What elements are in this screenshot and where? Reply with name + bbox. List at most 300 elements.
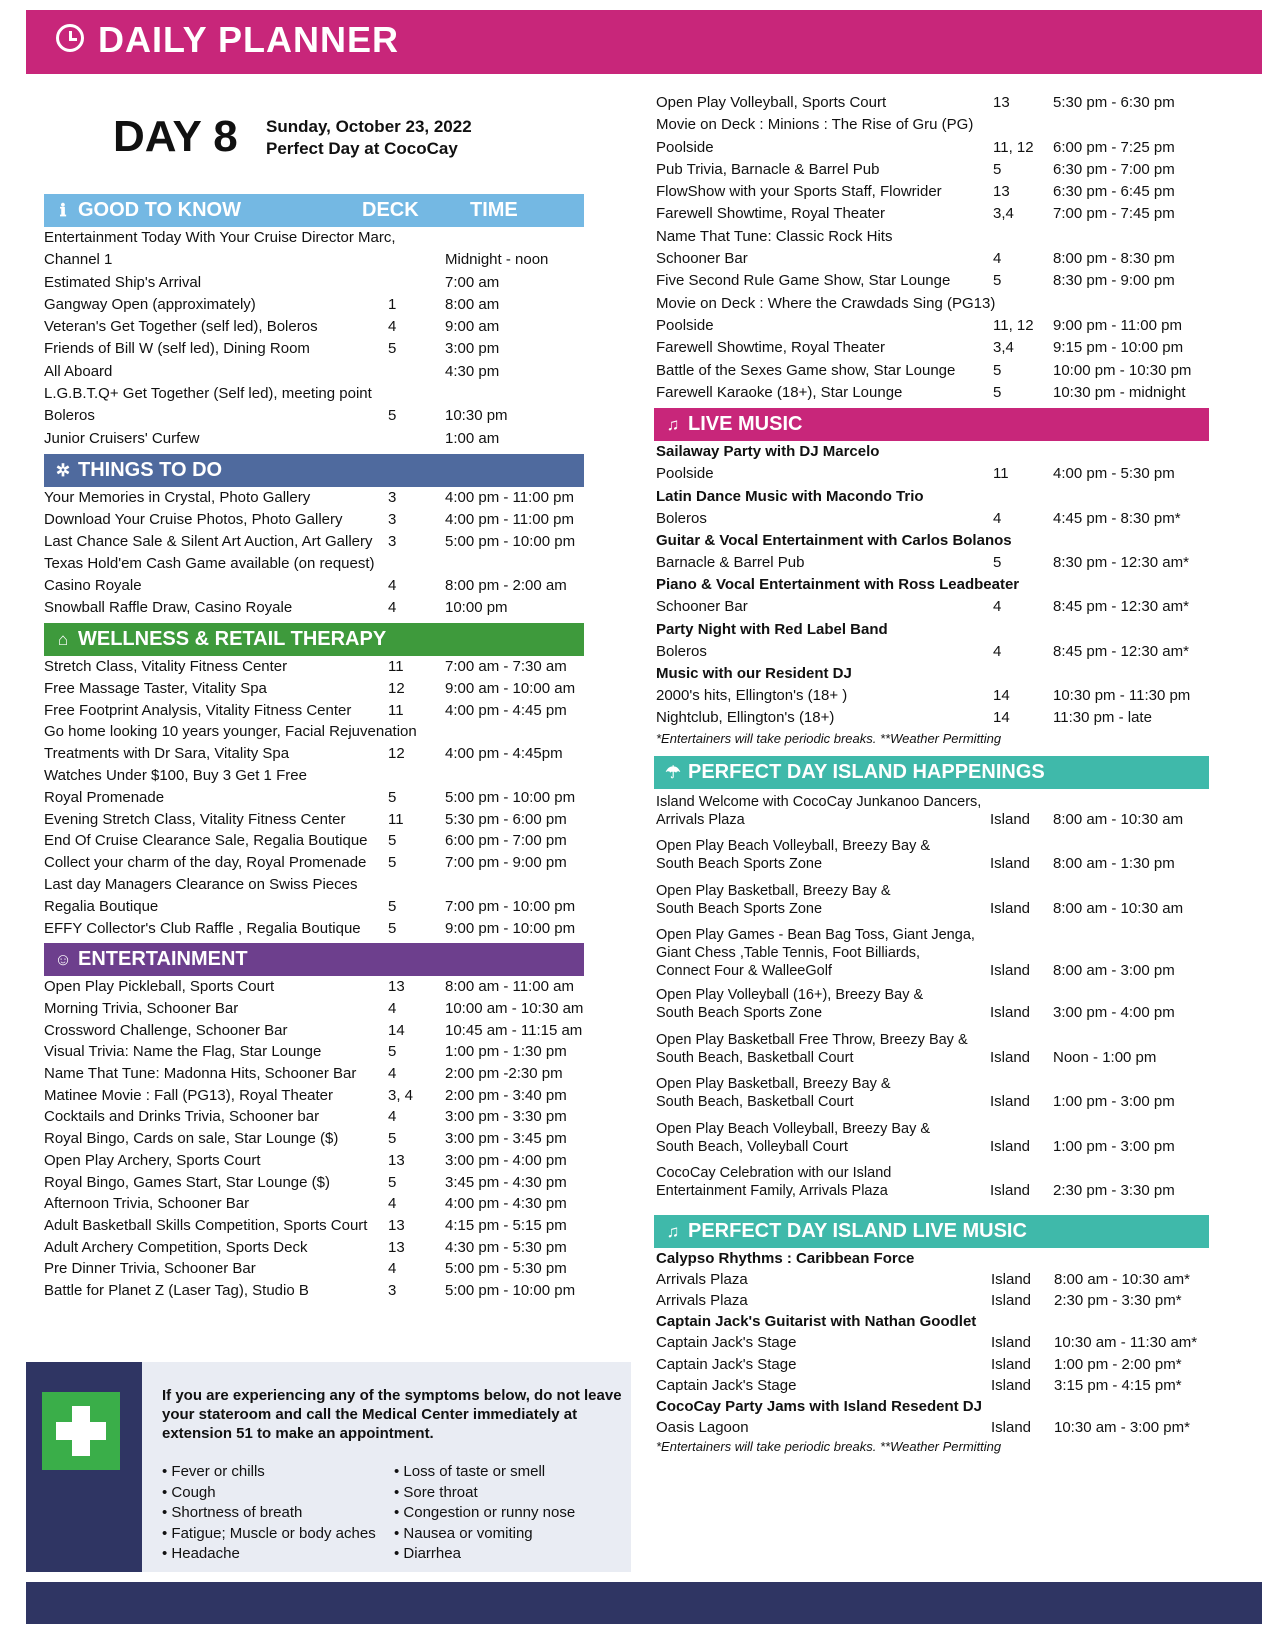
- deck-value: 11: [993, 465, 1009, 483]
- section-good-to-know: [44, 194, 584, 227]
- section-island-happenings: [654, 756, 1209, 789]
- section-title: ENTERTAINMENT: [78, 948, 248, 971]
- deck-value: Island: [990, 1093, 1031, 1111]
- event-name-line: Open Play Basketball, Breezy Bay &: [656, 882, 891, 899]
- event-name: All Aboard: [44, 362, 113, 380]
- wellness-list: [44, 656, 584, 939]
- event-name: Name That Tune: Classic Rock Hits: [656, 227, 893, 245]
- time-value: 6:00 pm - 7:25 pm: [1053, 138, 1175, 156]
- spa-icon: ⌂: [57, 629, 69, 649]
- mask-icon: ☺: [54, 950, 72, 970]
- island-music-list: [656, 1248, 1216, 1439]
- deck-value: 4: [993, 598, 1002, 616]
- time-value: 3:15 pm - 4:15 pm*: [1054, 1376, 1182, 1394]
- day-info: [266, 116, 472, 160]
- schedule-row: [656, 114, 1216, 136]
- time-value: 4:00 pm - 11:00 pm: [445, 488, 574, 506]
- schedule-row: [656, 463, 1216, 485]
- deck-value: 11: [388, 701, 404, 719]
- live-music-note: *Entertainers will take periodic breaks. **Weather Permitting: [656, 730, 1002, 746]
- time-value: 4:15 pm - 5:15 pm: [445, 1216, 567, 1234]
- schedule-row: [656, 315, 1216, 337]
- event-name-line: Open Play Games - Bean Bag Toss, Giant Jenga,: [656, 927, 975, 944]
- schedule-row: [44, 361, 584, 383]
- time-value: 5:30 pm - 6:30 pm: [1053, 94, 1175, 111]
- time-value: 7:00 pm - 9:00 pm: [445, 854, 567, 872]
- event-name-line: South Beach Sports Zone: [656, 900, 823, 917]
- schedule-row: [44, 531, 584, 553]
- island-event: [656, 926, 1216, 986]
- event-name: Morning Trivia, Schooner Bar: [44, 1000, 239, 1018]
- time-value: 8:00 pm - 2:00 am: [445, 576, 567, 594]
- island-event: [656, 1031, 1216, 1076]
- time-value: 3:00 pm - 3:45 pm: [445, 1130, 567, 1148]
- event-name: Schooner Bar: [656, 598, 748, 616]
- schedule-row: [44, 405, 584, 427]
- right-column: [656, 92, 1216, 1456]
- things-to-do-list: [44, 487, 584, 619]
- schedule-row: [44, 428, 584, 450]
- time-value: 8:45 pm - 12:30 am*: [1053, 598, 1189, 616]
- time-value: 4:00 pm - 4:45 pm: [445, 701, 567, 719]
- event-name: Piano & Vocal Entertainment with Ross Leadbeater: [656, 576, 1020, 594]
- event-name-line: CocoCay Celebration with our Island: [656, 1165, 892, 1182]
- time-value: 9:00 pm - 11:00 pm: [1053, 316, 1182, 334]
- time-value: 4:30 pm - 5:30 pm: [445, 1238, 567, 1256]
- schedule-row: [44, 575, 584, 597]
- event-name: Guitar & Vocal Entertainment with Carlos Bolanos: [656, 531, 1012, 549]
- deck-value: 5: [388, 1130, 397, 1148]
- deck-value: 4: [993, 509, 1002, 527]
- event-name: Boleros: [656, 642, 707, 660]
- schedule-row: [44, 1193, 584, 1215]
- event-name: Visual Trivia: Name the Flag, Star Lounge: [44, 1043, 322, 1061]
- deck-value: 11, 12: [993, 316, 1034, 334]
- deck-value: 4: [388, 1108, 397, 1126]
- deck-value: 5: [388, 897, 397, 915]
- event-name-line: Open Play Volleyball (16+), Breezy Bay &: [656, 987, 924, 1004]
- deck-value: 4: [388, 1260, 397, 1278]
- deck-value: Island: [990, 1182, 1031, 1200]
- event-name: Matinee Movie : Fall (PG13), Royal Theater: [44, 1086, 334, 1104]
- time-header: TIME: [470, 199, 518, 221]
- deck-value: 5: [388, 1173, 397, 1191]
- event-name: Friends of Bill W (self led), Dining Room: [44, 340, 310, 358]
- event-name: Stretch Class, Vitality Fitness Center: [44, 657, 288, 675]
- section-title: PERFECT DAY ISLAND HAPPENINGS: [688, 760, 1045, 783]
- time-value: 2:30 pm - 3:30 pm*: [1054, 1291, 1182, 1309]
- time-value: 10:30 am - 11:30 am*: [1054, 1334, 1198, 1352]
- event-name: Open Play Volleyball, Sports Court: [656, 94, 887, 111]
- schedule-row: [656, 293, 1216, 315]
- deck-value: 5: [388, 340, 397, 358]
- good-to-know-list: [44, 227, 584, 450]
- time-value: 5:00 pm - 10:00 pm: [445, 532, 576, 550]
- island-event: [656, 1120, 1216, 1165]
- schedule-row: [656, 1290, 1216, 1311]
- event-name: Battle for Planet Z (Laser Tag), Studio B: [44, 1281, 309, 1299]
- time-value: 8:00 am - 3:00 pm: [1053, 962, 1175, 980]
- section-title: LIVE MUSIC: [688, 413, 803, 436]
- event-name: Oasis Lagoon: [656, 1419, 749, 1437]
- schedule-row: [656, 159, 1216, 181]
- schedule-row: [656, 1269, 1216, 1290]
- schedule-row: [656, 530, 1216, 552]
- event-name: Treatments with Dr Sara, Vitality Spa: [44, 745, 290, 763]
- schedule-row: [656, 1417, 1216, 1438]
- event-name: Last day Managers Clearance on Swiss Pieces: [44, 875, 358, 893]
- schedule-row: [656, 382, 1216, 404]
- symptoms-right: [394, 1462, 575, 1565]
- event-name-line: Open Play Beach Volleyball, Breezy Bay &: [656, 838, 931, 855]
- event-name: EFFY Collector's Club Raffle , Regalia Boutique: [44, 919, 361, 937]
- time-value: 4:00 pm - 5:30 pm: [1053, 465, 1175, 483]
- event-name-line: South Beach, Basketball Court: [656, 1049, 854, 1066]
- event-name: Veteran's Get Together (self led), Boleros: [44, 318, 318, 336]
- event-name: Casino Royale: [44, 576, 142, 594]
- event-name: Captain Jack's Guitarist with Nathan Goodlet: [656, 1313, 977, 1331]
- time-value: 4:00 pm - 4:45pm: [445, 745, 563, 763]
- event-name: Farewell Showtime, Royal Theater: [656, 205, 885, 223]
- deck-value: 4: [388, 1065, 397, 1083]
- event-name: Open Play Archery, Sports Court: [44, 1151, 261, 1169]
- schedule-row: [44, 1020, 584, 1042]
- clock-icon: [56, 24, 84, 52]
- time-value: 7:00 pm - 10:00 pm: [445, 897, 576, 915]
- time-value: 2:00 pm - 3:40 pm: [445, 1086, 567, 1104]
- event-name: Junior Cruisers' Curfew: [44, 429, 200, 447]
- deck-value: Island: [991, 1376, 1032, 1394]
- schedule-row: [44, 1215, 584, 1237]
- deck-value: Island: [990, 855, 1031, 873]
- deck-value: Island: [990, 899, 1031, 917]
- info-icon: ℹ: [59, 201, 67, 220]
- event-name: Your Memories in Crystal, Photo Gallery: [44, 488, 311, 506]
- deck-value: Island: [991, 1419, 1032, 1437]
- event-name: Afternoon Trivia, Schooner Bar: [44, 1195, 250, 1213]
- time-value: 4:30 pm: [445, 362, 500, 380]
- deck-value: 5: [993, 554, 1002, 572]
- event-name: Royal Promenade: [44, 788, 165, 806]
- schedule-row: [44, 1258, 584, 1280]
- schedule-row: [44, 896, 584, 918]
- event-name: FlowShow with your Sports Staff, Flowrider: [656, 183, 942, 201]
- live-music-list: [656, 441, 1216, 729]
- time-value: 9:15 pm - 10:00 pm: [1053, 339, 1184, 357]
- person-icon: ✲: [55, 460, 71, 480]
- event-name-line: Giant Chess ,Table Tennis, Foot Billiards,: [656, 945, 921, 962]
- event-name: Crossword Challenge, Schooner Bar: [44, 1021, 288, 1039]
- event-name: Download Your Cruise Photos, Photo Gallery: [44, 510, 343, 528]
- umbrella-icon: ☂: [665, 762, 681, 782]
- schedule-row: [656, 707, 1216, 729]
- schedule-row: [44, 1041, 584, 1063]
- schedule-row: [44, 553, 584, 575]
- time-value: 10:30 am - 3:00 pm*: [1054, 1419, 1190, 1437]
- time-value: 6:30 pm - 6:45 pm: [1053, 183, 1175, 201]
- island-event: [656, 837, 1216, 882]
- schedule-row: [656, 203, 1216, 225]
- event-name: Farewell Showtime, Royal Theater: [656, 339, 885, 357]
- schedule-row: [44, 809, 584, 831]
- day-number: DAY 8: [113, 112, 238, 161]
- event-name: Adult Archery Competition, Sports Deck: [44, 1238, 308, 1256]
- section-title: PERFECT DAY ISLAND LIVE MUSIC: [688, 1219, 1027, 1242]
- event-name: Regalia Boutique: [44, 897, 159, 915]
- schedule-row: [656, 574, 1216, 596]
- day-location: Perfect Day at CocoCay: [266, 139, 458, 158]
- symptom-item: • Headache: [162, 1545, 240, 1562]
- event-name: Go home looking 10 years younger, Facial Rejuvenation: [44, 723, 417, 741]
- time-value: 8:00 am - 1:30 pm: [1053, 855, 1175, 873]
- deck-value: 1: [388, 295, 397, 313]
- time-value: 3:00 pm - 4:00 pm: [1053, 1004, 1175, 1022]
- time-value: 5:00 pm - 10:00 pm: [445, 788, 576, 806]
- deck-value: 13: [388, 1151, 405, 1169]
- section-title: WELLNESS & RETAIL THERAPY: [78, 627, 387, 650]
- schedule-row: [656, 226, 1216, 248]
- event-name: Snowball Raffle Draw, Casino Royale: [44, 598, 293, 616]
- deck-value: 5: [388, 1043, 397, 1061]
- schedule-row: [656, 1311, 1216, 1332]
- event-name: Captain Jack's Stage: [656, 1334, 797, 1352]
- entertainment-continued-list: [656, 92, 1216, 404]
- event-name-line: Island Welcome with CocoCay Junkanoo Dancers,: [656, 793, 982, 810]
- section-entertainment: [44, 943, 584, 976]
- deck-value: Island: [990, 810, 1031, 828]
- event-name: Arrivals Plaza: [656, 1270, 748, 1288]
- event-name: Evening Stretch Class, Vitality Fitness Center: [44, 810, 346, 828]
- time-value: 1:00 pm - 3:00 pm: [1053, 1137, 1175, 1155]
- island-event: [656, 1075, 1216, 1120]
- time-value: 1:00 pm - 1:30 pm: [445, 1043, 567, 1061]
- time-value: 8:00 am - 10:30 am: [1053, 810, 1184, 828]
- event-name-line: Open Play Basketball, Breezy Bay &: [656, 1076, 891, 1093]
- event-name: Watches Under $100, Buy 3 Get 1 Free: [44, 766, 307, 784]
- event-name: Name That Tune: Madonna Hits, Schooner Bar: [44, 1065, 357, 1083]
- time-value: 8:00 am: [445, 295, 500, 313]
- deck-value: 3,4: [993, 339, 1014, 357]
- schedule-row: [44, 294, 584, 316]
- schedule-row: [44, 998, 584, 1020]
- schedule-row: [656, 1332, 1216, 1353]
- deck-value: 5: [388, 407, 397, 425]
- island-event: [656, 986, 1216, 1031]
- deck-value: 4: [993, 250, 1002, 268]
- time-value: 1:00 pm - 3:00 pm: [1053, 1093, 1175, 1111]
- event-name: Channel 1: [44, 251, 113, 269]
- schedule-row: [44, 976, 584, 998]
- island-event: [656, 793, 1216, 838]
- deck-value: 5: [388, 832, 397, 850]
- event-name: Poolside: [656, 465, 714, 483]
- schedule-row: [44, 1063, 584, 1085]
- event-name: Boleros: [656, 509, 707, 527]
- time-value: 7:00 pm - 7:45 pm: [1053, 205, 1175, 223]
- schedule-row: [656, 360, 1216, 382]
- event-name: Texas Hold'em Cash Game available (on request): [44, 554, 375, 572]
- time-value: 10:30 pm - midnight: [1053, 383, 1186, 401]
- event-name: Movie on Deck : Where the Crawdads Sing (PG13): [656, 294, 996, 312]
- schedule-row: [44, 678, 584, 700]
- schedule-row: [44, 1128, 584, 1150]
- schedule-row: [656, 552, 1216, 574]
- entertainment-list: [44, 976, 584, 1301]
- schedule-row: [656, 181, 1216, 203]
- schedule-row: [656, 137, 1216, 159]
- deck-value: 3, 4: [388, 1086, 414, 1104]
- event-name: L.G.B.T.Q+ Get Together (Self led), meeting point: [44, 385, 372, 403]
- left-column: [44, 190, 584, 1302]
- schedule-row: [44, 700, 584, 722]
- time-value: Midnight - noon: [445, 251, 549, 269]
- section-wellness: [44, 623, 584, 656]
- section-live-music: [654, 408, 1209, 441]
- schedule-row: [656, 1375, 1216, 1396]
- time-value: 2:30 pm - 3:30 pm: [1053, 1182, 1175, 1200]
- schedule-row: [656, 441, 1216, 463]
- time-value: 8:45 pm - 12:30 am*: [1053, 642, 1189, 660]
- schedule-row: [656, 1354, 1216, 1375]
- schedule-row: [44, 249, 584, 271]
- event-name: Estimated Ship's Arrival: [44, 273, 202, 291]
- time-value: 1:00 am: [445, 429, 500, 447]
- time-value: 8:30 pm - 12:30 am*: [1053, 554, 1189, 572]
- time-value: 11:30 pm - late: [1053, 709, 1152, 727]
- schedule-row: [44, 721, 584, 743]
- event-name: Arrivals Plaza: [656, 1291, 748, 1309]
- music-note-icon: ♫: [666, 1221, 680, 1241]
- deck-value: 3: [388, 532, 397, 550]
- event-name-line: South Beach Sports Zone: [656, 1005, 823, 1022]
- schedule-row: [656, 1396, 1216, 1417]
- deck-value: 14: [388, 1021, 405, 1039]
- schedule-row: [44, 1237, 584, 1259]
- deck-value: 11: [388, 810, 404, 828]
- schedule-row: [44, 1280, 584, 1302]
- schedule-row: [44, 765, 584, 787]
- time-value: 6:30 pm - 7:00 pm: [1053, 160, 1175, 178]
- event-name: Latin Dance Music with Macondo Trio: [656, 487, 924, 505]
- deck-value: Island: [991, 1291, 1032, 1309]
- time-value: 1:00 pm - 2:00 pm*: [1054, 1355, 1182, 1373]
- event-name-line: Arrivals Plaza: [656, 811, 745, 828]
- event-name: Adult Basketball Skills Competition, Sports Court: [44, 1216, 368, 1234]
- event-name: Cocktails and Drinks Trivia, Schooner bar: [44, 1108, 320, 1126]
- deck-value: Island: [990, 1048, 1031, 1066]
- event-name-line: Open Play Basketball Free Throw, Breezy Bay &: [656, 1031, 968, 1048]
- section-island-music: [654, 1215, 1209, 1248]
- event-name-line: South Beach Sports Zone: [656, 856, 823, 873]
- symptom-item: • Sore throat: [394, 1483, 478, 1501]
- deck-value: 14: [993, 687, 1010, 705]
- island-happenings-list: [656, 793, 1216, 1209]
- event-name: Pub Trivia, Barnacle & Barrel Pub: [656, 160, 880, 178]
- event-name: Collect your charm of the day, Royal Promenade: [44, 854, 367, 872]
- event-name: Royal Bingo, Cards on sale, Star Lounge ($): [44, 1130, 339, 1148]
- island-music-note: *Entertainers will take periodic breaks. **Weather Permitting: [656, 1439, 1002, 1455]
- symptom-item: • Loss of taste or smell: [394, 1463, 546, 1480]
- deck-value: 5: [993, 361, 1002, 379]
- schedule-row: [44, 487, 584, 509]
- medical-notice: [26, 1362, 631, 1572]
- time-value: 5:30 pm - 6:00 pm: [445, 810, 567, 828]
- music-note-icon: ♫: [666, 415, 680, 435]
- deck-value: Island: [990, 1137, 1031, 1155]
- event-name: CocoCay Party Jams with Island Resedent DJ: [656, 1397, 982, 1415]
- event-name-line: South Beach, Basketball Court: [656, 1094, 854, 1111]
- schedule-row: [656, 619, 1216, 641]
- time-value: 4:45 pm - 8:30 pm*: [1053, 509, 1181, 527]
- day-date: Sunday, October 23, 2022: [266, 117, 472, 136]
- deck-value: 11: [388, 657, 404, 675]
- deck-value: 5: [388, 919, 397, 937]
- time-value: 8:00 am - 10:30 am: [1053, 899, 1184, 917]
- time-value: 7:00 am - 7:30 am: [445, 657, 567, 675]
- time-value: 8:00 am - 11:00 am: [445, 978, 574, 996]
- event-name: Calypso Rhythms : Caribbean Force: [656, 1249, 915, 1267]
- deck-value: 3: [388, 1281, 397, 1299]
- deck-value: 4: [993, 642, 1002, 660]
- event-name: Movie on Deck : Minions : The Rise of Gru (PG): [656, 116, 974, 134]
- event-name: Open Play Pickleball, Sports Court: [44, 978, 275, 996]
- schedule-row: [44, 918, 584, 940]
- section-title: THINGS TO DO: [78, 458, 223, 481]
- island-event: [656, 882, 1216, 927]
- event-name: Barnacle & Barrel Pub: [656, 554, 805, 572]
- event-name-line: Entertainment Family, Arrivals Plaza: [656, 1183, 888, 1200]
- schedule-row: [44, 1085, 584, 1107]
- event-name: Sailaway Party with DJ Marcelo: [656, 443, 880, 461]
- event-name: Party Night with Red Label Band: [656, 620, 888, 638]
- deck-value: 3: [388, 488, 397, 506]
- schedule-row: [44, 1150, 584, 1172]
- event-name: Last Chance Sale & Silent Art Auction, Art Gallery: [44, 532, 373, 550]
- schedule-row: [656, 337, 1216, 359]
- symptom-item: • Nausea or vomiting: [394, 1524, 533, 1542]
- event-name-line: Connect Four & WalleeGolf: [656, 963, 832, 980]
- event-name: Five Second Rule Game Show, Star Lounge: [656, 272, 951, 290]
- event-name: Captain Jack's Stage: [656, 1355, 797, 1373]
- event-name: Captain Jack's Stage: [656, 1376, 797, 1394]
- deck-value: 3,4: [993, 205, 1014, 223]
- time-value: 3:45 pm - 4:30 pm: [445, 1173, 567, 1191]
- schedule-row: [44, 272, 584, 294]
- symptom-item: • Congestion or runny nose: [394, 1504, 576, 1521]
- event-name: 2000's hits, Ellington's (18+ ): [656, 687, 848, 705]
- time-value: 8:30 pm - 9:00 pm: [1053, 272, 1175, 290]
- deck-value: 13: [388, 1216, 405, 1234]
- schedule-row: [656, 486, 1216, 508]
- time-value: 5:00 pm - 10:00 pm: [445, 1281, 576, 1299]
- deck-value: 13: [388, 1238, 405, 1256]
- deck-value: 12: [388, 745, 405, 763]
- schedule-row: [44, 743, 584, 765]
- event-name-line: South Beach, Volleyball Court: [656, 1138, 848, 1155]
- time-value: 9:00 am: [445, 318, 500, 336]
- event-name: Poolside: [656, 138, 714, 156]
- time-value: 10:30 pm - 11:30 pm: [1053, 687, 1191, 705]
- event-name: Music with our Resident DJ: [656, 665, 852, 683]
- event-name: Battle of the Sexes Game show, Star Lounge: [656, 361, 956, 379]
- time-value: 6:00 pm - 7:00 pm: [445, 832, 567, 850]
- deck-value: 5: [993, 383, 1002, 401]
- time-value: 4:00 pm - 4:30 pm: [445, 1195, 567, 1213]
- event-name: Free Footprint Analysis, Vitality Fitness Center: [44, 701, 352, 719]
- deck-value: Island: [990, 962, 1031, 980]
- event-name: Farewell Karaoke (18+), Star Lounge: [656, 383, 903, 401]
- time-value: 10:45 am - 11:15 am: [445, 1021, 583, 1039]
